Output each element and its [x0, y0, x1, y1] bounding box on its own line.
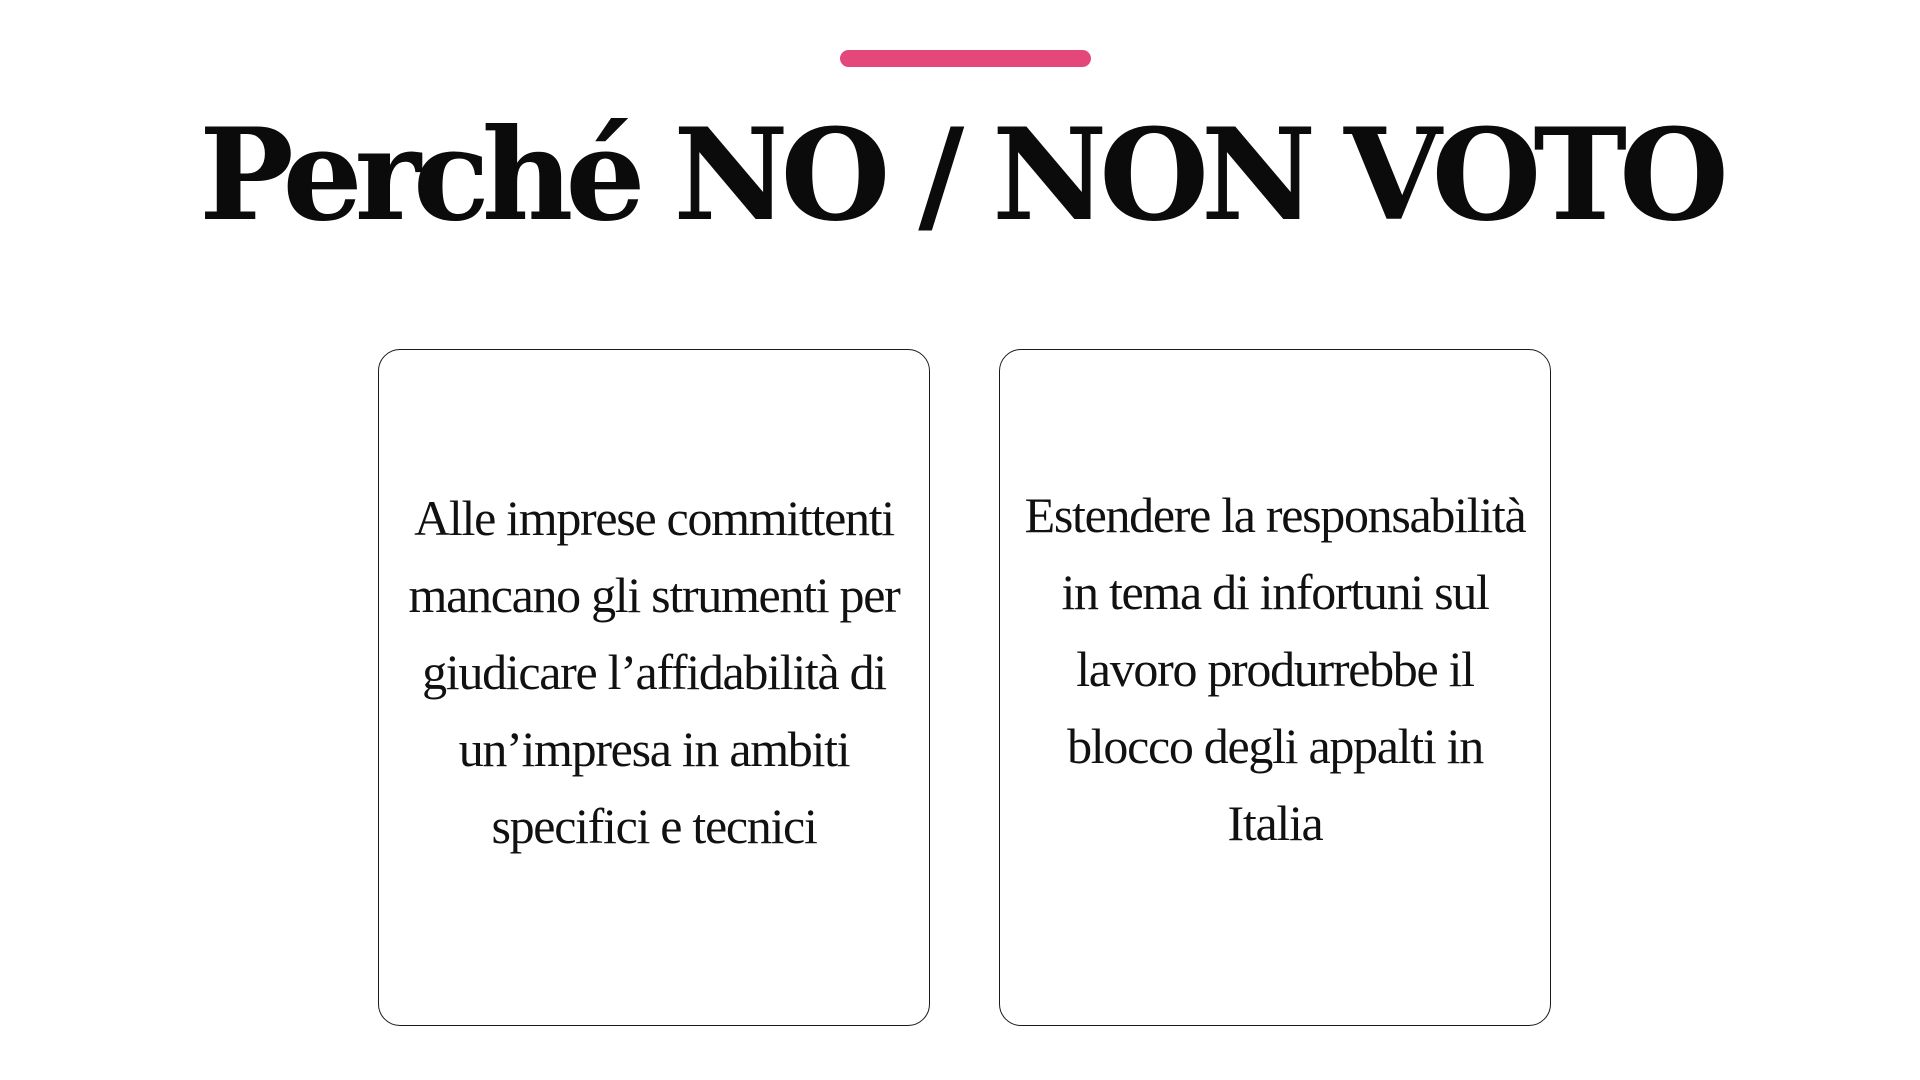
reason-card-1 — [378, 349, 930, 1026]
accent-bar — [840, 50, 1091, 67]
reason-card-1-text: Alle imprese committenti mancano gli strumenti per giudicare l’affidabilità di un’impresa in ambiti specifici e tecnici — [408, 489, 900, 854]
reason-card-2-text: Estendere la responsabilità in tema di infortuni sul lavoro produrrebbe il blocco degli appalti in Italia — [1024, 487, 1526, 851]
reason-card-2 — [999, 349, 1551, 1026]
slide-title: Perché NO / NON VOTO — [199, 101, 1721, 249]
